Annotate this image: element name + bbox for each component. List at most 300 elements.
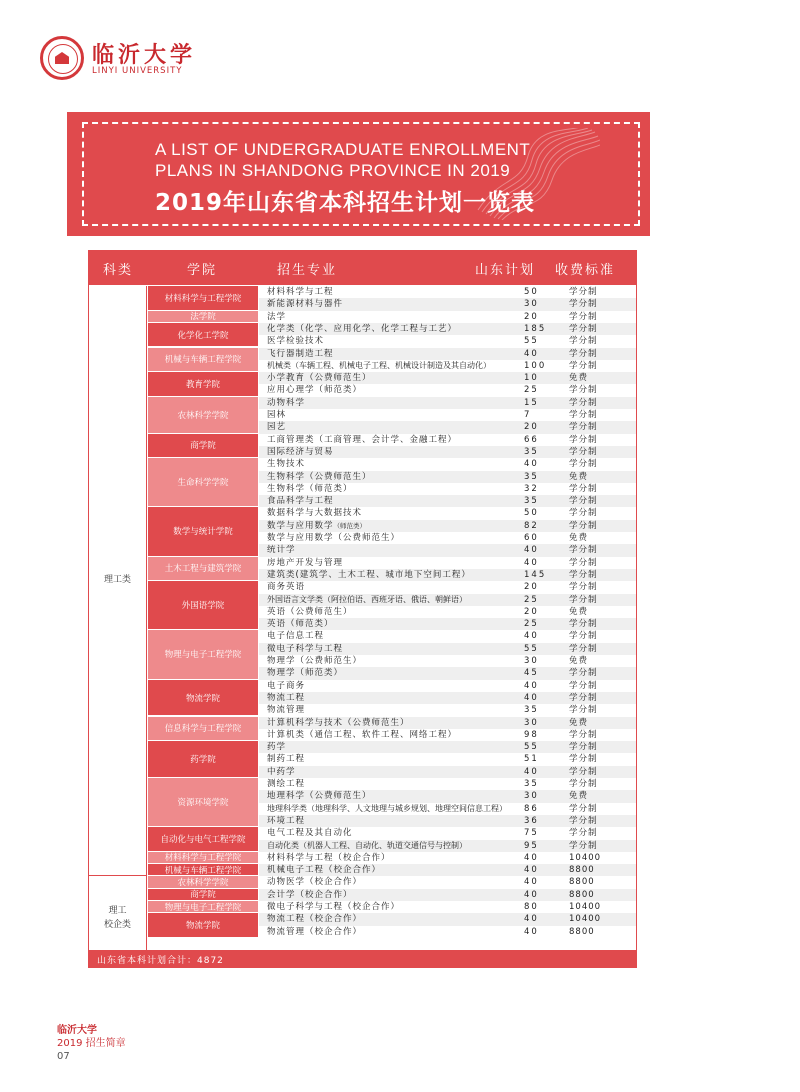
- fee-standard: 学分制: [569, 323, 598, 334]
- major-name: [267, 766, 296, 778]
- plan-count: 60: [524, 533, 539, 543]
- major-text: 微电子科学与工程（校企合作）: [267, 902, 401, 912]
- plan-count: 35: [524, 471, 539, 482]
- major-name: [267, 630, 324, 642]
- plan-count: 40: [524, 889, 539, 900]
- college-cell: 生命科学学院: [148, 458, 258, 507]
- major-name: [267, 323, 457, 335]
- plan-count: 40: [524, 680, 539, 691]
- plan-count: 20: [524, 422, 539, 433]
- major-name: [267, 667, 343, 679]
- major-name: [267, 926, 362, 938]
- major-text: 自动化类（机器人工程、自动化、轨道交通信号与控制）: [267, 840, 467, 850]
- major-name: [267, 557, 343, 569]
- table-row: [259, 667, 636, 679]
- major-name: [267, 581, 305, 593]
- major-name: [267, 458, 305, 470]
- major-text: 物理学（师范类）: [267, 668, 344, 679]
- plan-count: 95: [524, 840, 539, 851]
- major-text: 英语（师范类）: [267, 619, 334, 630]
- major-text: 机械类（车辆工程、机械电子工程、机械设计制造及其自动化）: [267, 360, 491, 370]
- fee-standard: 免费: [569, 717, 589, 728]
- major-name: [267, 348, 334, 360]
- college-cell: 资源环境学院: [148, 778, 258, 827]
- plan-count: 40: [524, 766, 539, 777]
- major-text: 生物科学（公费师范生）: [267, 471, 372, 482]
- fee-standard: 学分制: [569, 459, 598, 470]
- table-row: [259, 348, 636, 360]
- table-row: [259, 864, 636, 876]
- plan-count: 98: [524, 729, 539, 740]
- table-row: [259, 704, 636, 716]
- plan-count: 35: [524, 446, 539, 457]
- college-cell: 物流学院: [148, 680, 258, 717]
- major-text: 药学: [267, 742, 287, 753]
- major-name: [267, 753, 305, 765]
- major-text: 会计学（校企合作）: [267, 889, 353, 900]
- table-row: [259, 926, 636, 938]
- plan-count: 50: [524, 508, 539, 519]
- table-row: [259, 753, 636, 765]
- major-name: [267, 446, 334, 458]
- total-text: 山东省本科计划合计：4872: [97, 956, 224, 966]
- major-text: 数据科学与大数据技术: [267, 508, 363, 519]
- major-name: [267, 741, 286, 753]
- header-category: 科类: [103, 263, 134, 278]
- fee-standard: 学分制: [569, 680, 598, 691]
- fee-standard: 学分制: [569, 840, 598, 851]
- major-name: [267, 298, 343, 310]
- fee-standard: 学分制: [569, 299, 598, 310]
- plan-count: 40: [524, 926, 539, 937]
- major-name: [267, 495, 334, 507]
- college-cell: 机械与车辆工程学院: [148, 864, 258, 876]
- plan-count: 100: [524, 360, 547, 371]
- major-name: [267, 569, 471, 581]
- footer-brochure: 2019 招生简章: [57, 1038, 126, 1049]
- major-name: [267, 311, 286, 323]
- table-row: [259, 790, 636, 802]
- table-row: [259, 286, 636, 298]
- college-cell: 自动化与电气工程学院: [148, 827, 258, 852]
- header-college: 学院: [187, 263, 218, 278]
- fee-standard: 免费: [569, 373, 589, 384]
- major-text: 食品科学与工程: [267, 496, 334, 507]
- table-row: [259, 901, 636, 913]
- plan-count: 50: [524, 287, 539, 297]
- category-cell: 理工 校企类: [89, 876, 147, 962]
- fee-standard: 8800: [569, 889, 595, 900]
- plan-count: 30: [524, 717, 539, 728]
- major-name: [267, 852, 391, 864]
- college-cell: 外国语学院: [148, 581, 258, 630]
- plan-count: 35: [524, 496, 539, 507]
- header-major: 招生专业: [277, 263, 338, 278]
- college-cell: 数学与统计学院: [148, 507, 258, 556]
- college-cell: 教育学院: [148, 372, 258, 397]
- banner-title-en-line2: PLANS IN SHANDONG PROVINCE IN 2019: [155, 161, 511, 180]
- plan-count: 7: [524, 410, 532, 420]
- fee-standard: 免费: [569, 533, 589, 543]
- fee-standard: 学分制: [569, 545, 598, 556]
- fee-standard: 学分制: [569, 742, 598, 753]
- major-name: [267, 606, 353, 618]
- major-text: 物理学（公费师范生）: [267, 656, 363, 666]
- fee-standard: 免费: [569, 471, 589, 482]
- major-name: [267, 594, 467, 606]
- college-cell: 农林科学学院: [148, 876, 258, 888]
- major-text: 中药学: [267, 766, 296, 777]
- fee-standard: 10400: [569, 914, 602, 925]
- fee-standard: 学分制: [569, 692, 598, 703]
- fee-standard: 学分制: [569, 434, 598, 445]
- plan-count: 40: [524, 852, 539, 863]
- major-text: 国际经济与贸易: [267, 446, 334, 457]
- plan-count: 185: [524, 323, 547, 334]
- table-row: [259, 458, 636, 470]
- major-name: [267, 372, 372, 384]
- fee-standard: 学分制: [569, 348, 598, 359]
- major-text: 电子信息工程: [267, 631, 325, 642]
- plan-count: 25: [524, 619, 539, 630]
- major-text: 材料科学与工程（校企合作）: [267, 852, 391, 863]
- fee-standard: 免费: [569, 791, 589, 802]
- major-name: [267, 876, 362, 888]
- table-row: [259, 655, 636, 667]
- major-name: [267, 483, 353, 495]
- table-row: [259, 409, 636, 421]
- major-name: [267, 913, 362, 925]
- plan-count: 66: [524, 434, 539, 445]
- table-row: [259, 471, 636, 483]
- table-row: [259, 298, 636, 310]
- college-cell: 商学院: [148, 889, 258, 901]
- college-cell: 化学化工学院: [148, 323, 258, 348]
- enrollment-plan-table: [88, 250, 637, 968]
- table-row: [259, 421, 636, 433]
- fee-standard: 8800: [569, 877, 595, 888]
- plan-count: 25: [524, 594, 539, 605]
- fee-standard: 学分制: [569, 803, 598, 814]
- plan-count: 30: [524, 299, 539, 310]
- major-text: 材料科学与工程: [267, 287, 334, 297]
- major-text: 统计学: [267, 545, 296, 556]
- major-text: 物流管理: [267, 705, 306, 716]
- college-cell: 土木工程与建筑学院: [148, 557, 258, 582]
- fee-standard: 学分制: [569, 483, 598, 494]
- plan-count: 20: [524, 311, 539, 322]
- college-cell: 物理与电子工程学院: [148, 630, 258, 679]
- table-row: [259, 544, 636, 556]
- college-cell: 物流学院: [148, 913, 258, 938]
- table-row: [259, 384, 636, 396]
- table-row: [259, 581, 636, 593]
- table-row: [259, 778, 636, 790]
- fee-standard: 8800: [569, 926, 595, 937]
- major-name: [267, 618, 334, 630]
- fee-standard: 学分制: [569, 360, 598, 371]
- header-plan: 山东计划: [475, 263, 536, 278]
- college-cell: 商学院: [148, 434, 258, 459]
- major-text: 外国语言文学类（阿拉伯语、西班牙语、俄语、朝鲜语）: [267, 594, 467, 604]
- table-row: [259, 692, 636, 704]
- table-row: [259, 803, 636, 815]
- major-text: 数学与应用数学: [267, 520, 334, 531]
- plan-count: 55: [524, 336, 539, 347]
- university-logo: [40, 36, 210, 80]
- fee-standard: 学分制: [569, 779, 598, 789]
- table-row: [259, 372, 636, 384]
- banner-title-cn: 2019年山东省本科招生计划一览表: [155, 190, 536, 216]
- fee-standard: 免费: [569, 606, 589, 617]
- major-text: 物流工程: [267, 692, 306, 703]
- table-row: [259, 606, 636, 618]
- table-header: [89, 251, 636, 285]
- header-fee: 收费标准: [555, 263, 616, 278]
- table-row: [259, 507, 636, 519]
- fee-standard: 学分制: [569, 815, 598, 826]
- table-row: [259, 397, 636, 409]
- major-name: [267, 815, 305, 827]
- major-text: 生物科学（师范类）: [267, 483, 353, 494]
- plan-count: 35: [524, 779, 539, 789]
- fee-standard: 免费: [569, 656, 589, 666]
- fee-standard: 8800: [569, 865, 595, 876]
- plan-count: 40: [524, 557, 539, 568]
- table-row: [259, 840, 636, 852]
- fee-standard: 学分制: [569, 287, 598, 297]
- fee-standard: 学分制: [569, 705, 598, 716]
- fee-standard: 学分制: [569, 520, 598, 531]
- major-name: [267, 471, 372, 483]
- major-name: [267, 778, 305, 790]
- logo-chinese-name: 临沂大学: [92, 42, 197, 68]
- major-name: [267, 409, 286, 421]
- fee-standard: 学分制: [569, 766, 598, 777]
- table-row: [259, 729, 636, 741]
- fee-standard: 学分制: [569, 422, 598, 433]
- major-name: [267, 729, 457, 741]
- major-name: [267, 717, 410, 729]
- major-text: 数学与应用数学（公费师范生）: [267, 533, 401, 543]
- college-cell: 物理与电子工程学院: [148, 901, 258, 913]
- page-number: 07: [57, 1051, 70, 1062]
- major-name: [267, 655, 362, 667]
- major-name: [267, 286, 334, 298]
- table-row: [259, 876, 636, 888]
- major-text: 房地产开发与管理: [267, 557, 344, 568]
- table-row: [259, 630, 636, 642]
- plan-count: 145: [524, 569, 547, 580]
- major-text: 小学教育（公费师范生）: [267, 373, 372, 384]
- major-text: 动物医学（校企合作）: [267, 877, 363, 888]
- plan-count: 51: [524, 754, 539, 765]
- major-name: [267, 901, 400, 913]
- major-text: 化学类（化学、应用化学、化学工程与工艺）: [267, 323, 458, 334]
- table-row: [259, 680, 636, 692]
- plan-count: 15: [524, 397, 539, 408]
- table-row: [259, 618, 636, 630]
- major-text: 新能源材料与器件: [267, 299, 344, 310]
- table-row: [259, 852, 636, 864]
- plan-count: 75: [524, 828, 539, 839]
- college-cell: 药学院: [148, 741, 258, 778]
- table-row: [259, 311, 636, 323]
- plan-count: 80: [524, 902, 539, 912]
- table-row: [259, 360, 636, 372]
- fee-standard: 10400: [569, 902, 602, 912]
- major-name: [267, 397, 305, 409]
- major-text: 法学: [267, 311, 287, 322]
- major-text: 计算机类（通信工程、软件工程、网络工程）: [267, 729, 458, 740]
- plan-count: 36: [524, 815, 539, 826]
- major-text: 园艺: [267, 422, 287, 433]
- fee-standard: 学分制: [569, 410, 598, 420]
- major-text: 飞行器制造工程: [267, 348, 334, 359]
- plan-count: 55: [524, 643, 539, 654]
- table-row: [259, 594, 636, 606]
- plan-count: 30: [524, 791, 539, 802]
- major-name: [267, 643, 343, 655]
- table-row: [259, 569, 636, 581]
- plan-count: 40: [524, 459, 539, 470]
- major-name: [267, 680, 305, 692]
- table-row: [259, 827, 636, 839]
- fee-standard: 学分制: [569, 496, 598, 507]
- major-text: 生物技术: [267, 459, 306, 470]
- table-row: [259, 434, 636, 446]
- table-row: [259, 446, 636, 458]
- fee-standard: 学分制: [569, 594, 598, 605]
- major-text: 英语（公费师范生）: [267, 606, 353, 617]
- major-name: [267, 889, 353, 901]
- fee-standard: 学分制: [569, 619, 598, 630]
- plan-count: 55: [524, 742, 539, 753]
- plan-count: 40: [524, 545, 539, 556]
- fee-standard: 学分制: [569, 754, 598, 765]
- major-text: 园林: [267, 410, 287, 420]
- major-name: [267, 692, 305, 704]
- major-text: 物流管理（校企合作）: [267, 926, 363, 937]
- fee-standard: 学分制: [569, 385, 598, 396]
- table-row: [259, 643, 636, 655]
- plan-count: 40: [524, 348, 539, 359]
- table-row: [259, 889, 636, 901]
- plan-count: 40: [524, 692, 539, 703]
- plan-count: 40: [524, 631, 539, 642]
- table-row: [259, 717, 636, 729]
- major-name: [267, 704, 305, 716]
- major-text: 微电子科学与工程: [267, 643, 344, 654]
- college-cell: 信息科学与工程学院: [148, 717, 258, 742]
- table-row: [259, 815, 636, 827]
- major-text: 地理科学类（地理科学、人文地理与城乡规划、地理空间信息工程）: [267, 803, 507, 813]
- plan-count: 82: [524, 520, 539, 531]
- table-row: [259, 766, 636, 778]
- fee-standard: 学分制: [569, 631, 598, 642]
- banner-title-en-line1: A LIST OF UNDERGRADUATE ENROLLMENT: [155, 140, 531, 159]
- major-text: 医学检验技术: [267, 336, 325, 347]
- plan-count: 30: [524, 656, 539, 666]
- page-footer: [57, 1024, 126, 1063]
- fee-standard: 10400: [569, 852, 602, 863]
- fee-standard: 学分制: [569, 446, 598, 457]
- major-text: 电气工程及其自动化: [267, 828, 353, 839]
- college-cell: 材料科学与工程学院: [148, 286, 258, 311]
- plan-count: 25: [524, 385, 539, 396]
- college-cell: 材料科学与工程学院: [148, 852, 258, 864]
- college-cell: 法学院: [148, 311, 258, 323]
- major-name: [267, 507, 362, 519]
- major-name: [267, 520, 366, 532]
- table-row: [259, 557, 636, 569]
- footer-university: 临沂大学: [57, 1025, 97, 1036]
- major-text: 商务英语: [267, 582, 306, 593]
- major-text: 建筑类(建筑学、土木工程、城市地下空间工程）: [267, 569, 471, 580]
- category-cell: 理工类: [89, 286, 147, 876]
- table-row: [259, 495, 636, 507]
- major-name: [267, 384, 362, 396]
- plan-count: 45: [524, 668, 539, 679]
- table-row: [259, 335, 636, 347]
- major-text: 计算机科学与技术（公费师范生）: [267, 717, 410, 728]
- major-text: 地理科学（公费师范生）: [267, 791, 372, 802]
- plan-count: 40: [524, 865, 539, 876]
- fee-standard: 学分制: [569, 729, 598, 740]
- fee-standard: 学分制: [569, 557, 598, 568]
- fee-standard: 学分制: [569, 336, 598, 347]
- major-name: [267, 803, 507, 815]
- table-row: [259, 323, 636, 335]
- major-text: 应用心理学（师范类）: [267, 385, 363, 396]
- major-name: [267, 840, 467, 852]
- major-note: （师范类）: [333, 521, 367, 530]
- fee-standard: 学分制: [569, 668, 598, 679]
- plan-count: 20: [524, 606, 539, 617]
- table-row: [259, 483, 636, 495]
- fee-standard: 学分制: [569, 828, 598, 839]
- table-row: [259, 741, 636, 753]
- major-name: [267, 827, 353, 839]
- plan-count: 86: [524, 803, 539, 814]
- college-cell: 机械与车辆工程学院: [148, 348, 258, 373]
- fee-standard: 学分制: [569, 643, 598, 654]
- logo-english-name: LINYI UNIVERSITY: [92, 66, 183, 76]
- major-name: [267, 864, 381, 876]
- major-text: 环境工程: [267, 815, 306, 826]
- major-name: [267, 532, 400, 544]
- major-text: 物流工程（校企合作）: [267, 914, 363, 925]
- plan-count: 40: [524, 877, 539, 888]
- table-row: [259, 913, 636, 925]
- plan-count: 40: [524, 914, 539, 925]
- major-text: 电子商务: [267, 680, 306, 691]
- university-seal-icon: [40, 36, 84, 80]
- major-text: 测绘工程: [267, 779, 306, 789]
- plan-count: 32: [524, 483, 539, 494]
- fee-standard: 学分制: [569, 582, 598, 593]
- plan-count: 20: [524, 582, 539, 593]
- fee-standard: 学分制: [569, 569, 598, 580]
- major-text: 动物科学: [267, 397, 306, 408]
- major-name: [267, 434, 457, 446]
- plan-count: 35: [524, 705, 539, 716]
- major-text: 机械电子工程（校企合作）: [267, 865, 382, 876]
- fee-standard: 学分制: [569, 311, 598, 322]
- major-text: 制药工程: [267, 754, 306, 765]
- table-row: [259, 520, 636, 532]
- major-name: [267, 790, 372, 802]
